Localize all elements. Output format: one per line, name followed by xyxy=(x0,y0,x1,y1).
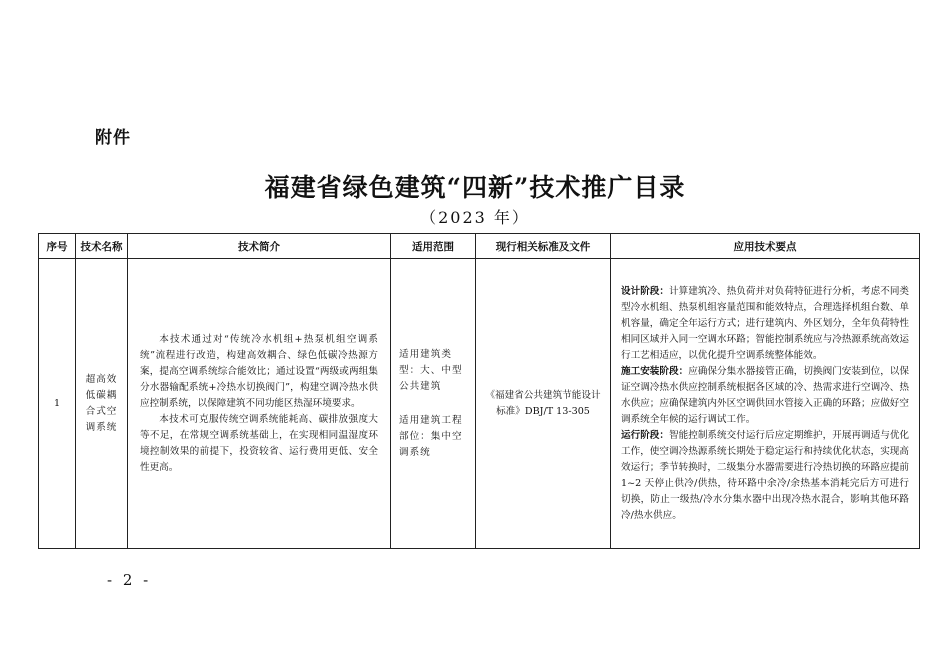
attachment-label: 附件 xyxy=(95,128,131,148)
table-row xyxy=(39,259,920,549)
document-title: 福建省绿色建筑“四新”技术推广目录 xyxy=(264,173,686,202)
point-design xyxy=(621,284,909,364)
page-number: - 2 - xyxy=(107,571,152,589)
cell-intro xyxy=(128,259,391,549)
point-label: 设计阶段： xyxy=(621,285,670,297)
point-text: 智能控制系统交付运行后应定期维护，开展再调适与优化工作，使空调冷热源系统长期处于稳定运行和持续优化状态，实现高效运行；季节转换时，二级集分水器需要进行冷热切换的环路应提前 1~2 天停止供冷/供热，待环路中余冷/余热基本消耗完后方可进行切换，防止一级热/冷水分集水器中出现冷热水混合，影响其他环路冷/热水供应。 xyxy=(621,429,910,521)
intro-paragraph: 本技术可克服传统空调系统能耗高、碳排放强度大等不足，在常规空调系统基础上，在实现相同温湿度环境控制效果的前提下，投资较省、运行费用更低、安全性更高。 xyxy=(140,413,378,473)
cell-num: 1 xyxy=(39,259,76,549)
point-text: 应确保分集水器接管正确，切换阀门安装到位，以保证空调冷热水供应控制系统根据各区域的冷、热需求进行空调冷、热水供应；应确保建筑内外区空调供回水管接入正确的环路；应做好空调系统全年候的运行调试工作。 xyxy=(621,365,910,425)
scope-building-type: 适用建筑类型：大、中型公共建筑 xyxy=(399,348,463,392)
header-num: 序号 xyxy=(39,234,76,259)
cell-standard: 《福建省公共建筑节能设计标准》DBJ/T 13-305 xyxy=(476,259,611,549)
table-header-row xyxy=(39,234,920,259)
header-points: 应用技术要点 xyxy=(611,234,920,259)
document-subtitle: （2023 年） xyxy=(420,208,530,227)
cell-scope xyxy=(391,259,476,549)
point-operation xyxy=(621,428,909,524)
point-construction xyxy=(621,364,909,428)
header-scope: 适用范围 xyxy=(391,234,476,259)
point-text: 计算建筑冷、热负荷并对负荷特征进行分析，考虑不同类型冷水机组、热泵机组容量范围和能效特点，合理选择机组台数、单机容量，确定全年运行方式；进行建筑内、外区划分，全年负荷特性相同区域并入同一空调水环路；智能控制系统应与冷热源系统高效运行工艺相适应，以优化提升空调系统整体能效。 xyxy=(621,285,910,361)
header-name: 技术名称 xyxy=(76,234,128,259)
point-label: 运行阶段： xyxy=(621,429,670,441)
cell-name: 超高效低碳耦合式空调系统 xyxy=(76,259,128,549)
scope-building-part: 适用建筑工程部位：集中空调系统 xyxy=(399,414,463,458)
technology-table xyxy=(38,233,920,549)
point-label: 施工安装阶段： xyxy=(621,365,689,377)
header-standard: 现行相关标准及文件 xyxy=(476,234,611,259)
intro-paragraph: 本技术通过对“传统冷水机组+热泵机组空调系统”流程进行改造，构建高效耦合、绿色低碳冷热源方案，提高空调系统综合能效比；通过设置“两级或两组集分水器输配系统+冷热水切换阀门”，构建空调冷热水供应控制系统，以保障建筑不同功能区热湿环境要求。 xyxy=(140,333,378,409)
header-intro: 技术简介 xyxy=(128,234,391,259)
cell-points xyxy=(611,259,920,549)
